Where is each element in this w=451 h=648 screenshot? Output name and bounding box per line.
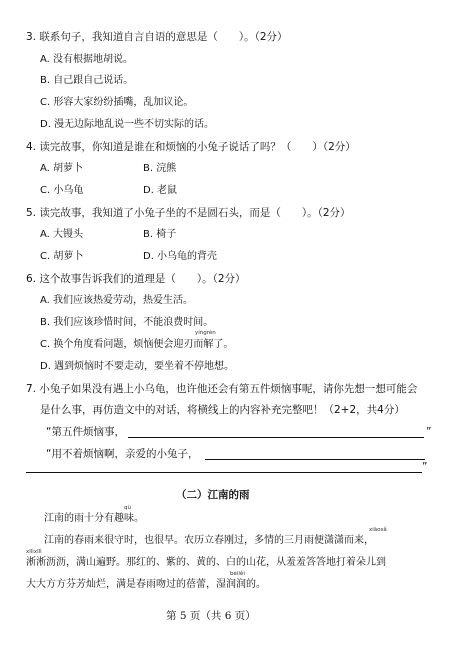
q7-blank1-prefix: “第五件烦恼事， <box>46 426 125 438</box>
q5-option-a: A. 大镘头 <box>40 229 84 240</box>
q7-answer-line-1[interactable] <box>128 437 424 438</box>
q3-option-c: C. 形容大家纷纷插嘴，乱加议论。 <box>40 97 194 108</box>
q4-option-a: A. 胡萝卜 <box>40 163 84 174</box>
passage-para2-line2: 淅淅沥沥，满山遍野。那红的、紫的、黄的、白的山花，从羞羞答答地打着朵儿到 <box>26 557 386 568</box>
passage-pinyin-xiaosa: xiāosǎ <box>369 527 387 533</box>
q7-blank2-prefix: “用不着烦恼啊，亲爱的小兔子， <box>46 448 199 460</box>
q3-option-b: B. 自己跟自己说话。 <box>40 75 134 86</box>
q7-stem-line2: 是什么事，再仿造文中的对话，将横线上的内容补充完整吧！（2+2，共4分） <box>40 404 405 416</box>
q3-option-a: A. 没有根据地胡说。 <box>40 54 134 65</box>
passage-pinyin-xilixili: xīlìxīlì <box>26 549 42 555</box>
passage-para1: 江南的雨十分有趣味。 <box>44 513 144 524</box>
q6-option-c: C. 换个角度看问题，烦恼便会迎刃而解了。 <box>40 339 234 350</box>
q4-option-c: C. 小乌龟 <box>40 185 84 196</box>
passage-para2-line1: 江南的春雨来很守时，也很早。农历立春刚过，多情的三月雨便潇潇而来， <box>44 535 374 546</box>
section-title: （二）江南的雨 <box>176 489 250 501</box>
q3-option-d: D. 漫无边际地乱说一些不切实际的话。 <box>40 119 215 130</box>
q4-option-b: B. 浣熊 <box>143 163 177 174</box>
q6-option-d: D. 遇到烦恼时不要走动，要坐着不停地想。 <box>40 361 235 372</box>
passage-para2-line3: 大大方方芬芳灿烂，满是春雨吻过的蓓蕾，湿润润的。 <box>26 579 266 590</box>
q5-option-c: C. 胡萝卜 <box>40 251 84 262</box>
q7-answer-line-3[interactable] <box>26 472 422 473</box>
passage-pinyin-beilei: bèilěi <box>230 571 245 577</box>
passage-pinyin-qu: qù <box>124 505 131 511</box>
q4-stem: 4. 读完故事，你知道是谁在和烦恼的小兔子说话了吗？（ ）（2分） <box>26 141 356 153</box>
q7-answer-line-2[interactable] <box>205 459 425 460</box>
q7-close-quote-1: ” <box>426 426 432 438</box>
q6-pinyin: yíngrèn <box>195 330 216 336</box>
q5-option-b: B. 椅子 <box>143 229 177 240</box>
q7-close-quote-2: ” <box>422 461 428 473</box>
q6-option-a: A. 我们应该热爱劳动，热爱生活。 <box>40 295 194 306</box>
q5-stem: 5. 读完故事，我知道了小兔子坐的不是圆石头，而是（ ）。（2分） <box>26 207 351 219</box>
q7-stem-line1: 7. 小兔子如果没有遇上小乌龟，也许他还会有第五件烦恼事呢，请你先想一想可能会 <box>26 383 418 395</box>
q6-option-b: B. 我们应该珍惜时间，不能浪费时间。 <box>40 317 214 328</box>
q5-option-d: D. 小乌龟的背壳 <box>143 251 218 262</box>
q4-option-d: D. 老鼠 <box>143 185 178 196</box>
q3-stem: 3. 联系句子，我知道自言自语的意思是（ ）。（2分） <box>26 31 288 43</box>
page-number: 第 5 页（共 6 页） <box>166 610 256 622</box>
q6-stem: 6. 这个故事告诉我们的道理是（ ）。（2分） <box>26 273 246 285</box>
